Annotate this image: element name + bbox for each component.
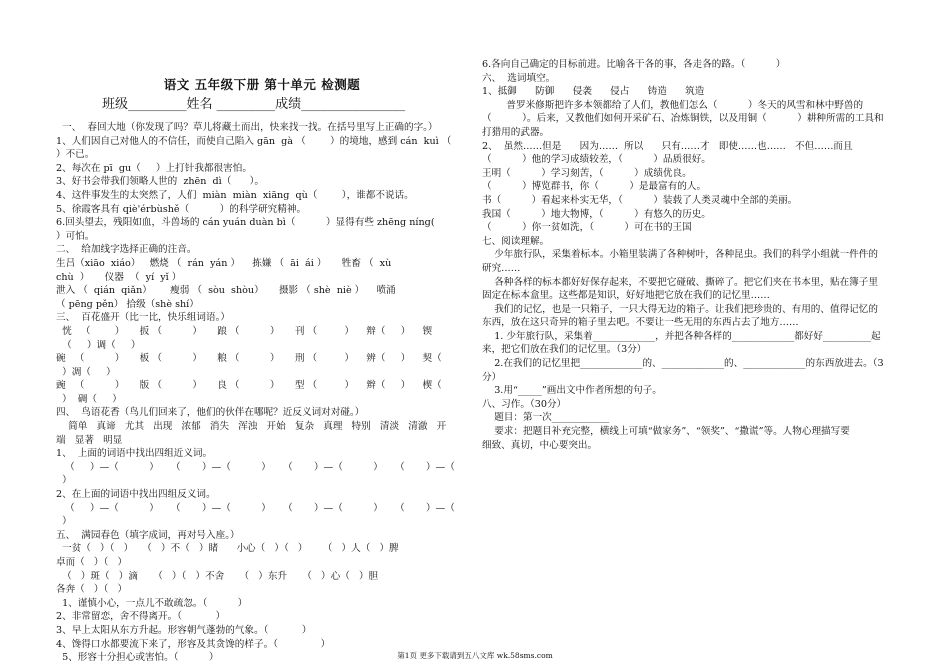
- text-line: （ ）—（ ） （ ）—（ ） （ ）—（ ） （ ）—（: [56, 461, 455, 473]
- text-line: 我国（ ）地大物博，（ ）有悠久的历史。: [482, 208, 711, 220]
- text-line: 各奔（ ）（ ）: [56, 584, 128, 596]
- text-line: 少年旅行队，采集着标本。小箱里装满了各种树叶，各种昆虫。我们的科学小组就一件件的: [482, 249, 878, 261]
- text-line: 八、习作。（30分）: [482, 398, 567, 410]
- text-line: 3、好书会带我们领略人世的 zhēn dì（ ）。: [56, 176, 265, 188]
- text-line: 四、 鸟语花香（鸟儿们回来了，他们的伙伴在哪呢？近反义词对对碰。）: [56, 407, 365, 419]
- right-question-list: [482, 58, 920, 452]
- text-line: 六、 选词填空。: [482, 72, 556, 84]
- text-line: （ pēng pěn） 拾级（shè shí）: [56, 298, 199, 310]
- text-line: 一、 春回大地（你发现了吗？草儿将藏土而出，快来找一找。在括号里写上正确的字。）: [56, 122, 438, 133]
- text-line: 来，把它们放在我们的记忆里。（3分）: [482, 344, 647, 356]
- text-line: 4、馋得口水都要流下来了，形容及其贪馋的样子。（ ）: [56, 638, 331, 650]
- text-line: 5、徐霞客具有 qiè'érbùshě（ ）的科学研究精神。: [56, 203, 307, 215]
- text-line: 二、 给加线字选择正确的注音。: [56, 244, 197, 256]
- text-line: 简单 真谛 尤其 出现 浓郁 消失 浑浊 开始 复杂 真理 特别 清淡 清澈 开: [56, 421, 447, 433]
- text-line: （ ）—（ ） （ ）—（ ） （ ）—（ ） （ ）—（: [56, 502, 455, 514]
- text-line: 要求：把题目补充完整，横线上可填“做家务”、“领奖”、“撒谎”等。人物心理描写要: [482, 426, 850, 438]
- text-line: 豌 （ ） 版 （ ） 良 （ ） 型 （ ） 辫（ ） 楔（: [56, 380, 442, 392]
- text-line: ）不已。: [56, 149, 95, 161]
- text-line: 王明（ ）学习刻苦，（ ）成绩优良。: [482, 167, 692, 179]
- text-line: 1、抵御 防御 侵袭 侵占 铸造 筑造: [482, 86, 705, 98]
- text-line: 5、形容十分担心或害怕。（ ）: [56, 652, 219, 664]
- text-line: 分）: [482, 371, 502, 383]
- text-line: 书（ ）看起来朴实无华，（ ）装载了人类灵魂中全部的美丽。: [482, 194, 798, 206]
- text-line: （ ）斑（ ）滴 （ ）（ ）不舍 （ ）东升 （ ）心（ ）胆: [56, 570, 379, 582]
- left-question-list: [56, 121, 468, 665]
- page-title: 语文 五年级下册 第十单元 检测题: [163, 77, 361, 92]
- text-line: 4、这件事发生的太突然了，人们 miàn miàn xiāng qù（ ），谁都不说话。: [56, 189, 414, 201]
- text-line: 2.在我们的记忆里把_____________的、_____________的、_____________的东西放进去。（3: [482, 358, 884, 370]
- text-line: chù ） 仪器 （ yí yǐ ）: [56, 271, 182, 283]
- text-line: 我们的记忆，也是一只箱子，一只大得无边的箱子。让我们把珍贵的、有用的、值得记忆的: [482, 303, 878, 315]
- text-line: ） 碉（ ）: [56, 393, 122, 405]
- text-line: 打猎用的武器。: [482, 126, 550, 138]
- text-line: 1、人们因自己对他人的不信任，而使自己陷入 gān gà （ ）的境地，感到 cán kuì （: [56, 135, 467, 147]
- text-line: 碗 （ ） 板 （ ） 粮 （ ） 刑 （ ） 辨（ ） 契（: [56, 353, 442, 365]
- text-line: 三、 百花盛开（比一比，快乐组词语。）: [56, 312, 230, 324]
- text-line: 2、每次在 pī gu（ ）上打针我都很害怕。: [56, 162, 252, 174]
- text-line: ）可怕。: [56, 230, 95, 242]
- text-line: 3、早上太阳从东方升起。形容朝气蓬勃的气象。（ ）: [56, 624, 312, 636]
- text-line: 东西，放在这只奇异的箱子里去吧。不要让一些无用的东西占去了地方……: [482, 317, 799, 329]
- text-line: （ ）你一贫如洗，（ ）可在书的王国: [482, 222, 692, 234]
- text-line: 2、非常留恋，舍不得离开。（ ）: [56, 611, 226, 623]
- text-line: 七、阅读理解。: [482, 235, 550, 247]
- text-line: 6.回头望去，残阳如血，斗兽场的 cán yuán duàn bì（ ）显得有些 zhēng níng(: [56, 217, 435, 229]
- text-line: 1、 上面的词语中找出四组近义词。: [56, 448, 213, 460]
- text-line: 端 显著 明显: [56, 434, 123, 446]
- text-line: 固定在标本盒里。这些都是知识，好好地把它放在我们的记忆里……: [482, 290, 770, 302]
- text-line: （ ）博览群书，你（ ）是最富有的人。: [482, 181, 707, 193]
- text-line: 恍 （ ） 扳 （ ） 踉 （ ） 刊 （ ） 辩（ ） 锲: [56, 325, 433, 337]
- text-line: ）: [56, 475, 72, 487]
- text-line: （ ）调（ ）: [56, 339, 141, 351]
- text-line: （ ）。后来，又教他们如何开采矿石、冶炼铜铁，以及用铜（ ）耕种所需的工具和: [482, 113, 884, 125]
- text-line: 细致、真切，中心要突出。: [482, 439, 598, 451]
- text-line: （ ）他的学习成绩较差，（ ）品质很好。: [482, 154, 711, 166]
- text-line: ）凋（ ）: [56, 366, 116, 378]
- text-line: 五、 满园春色（填字成词，再对号入座。）: [56, 529, 240, 541]
- text-line: 题目：第一次____________: [482, 412, 610, 424]
- text-line: 泄入 （ qián qiǎn） 瘦弱 （ sòu shòu） 摄影 （ shè niè ） 喷涌: [56, 285, 396, 297]
- text-line: 2、在上面的词语中找出四组反义词。: [56, 489, 216, 501]
- text-line: 6.各向自己确定的目标前进。比喻各干各的事，各走各的路。（ ）: [482, 59, 786, 70]
- text-line: 卓而（ ）（ ）: [56, 557, 128, 568]
- text-line: 2、 虽然……但是 因为…… 所以 只有……才 即使……也…… 不但……而且: [482, 140, 853, 152]
- text-line: 3.用“_____”画出文中作者所想的句子。: [482, 385, 662, 397]
- page-footer: 第1页 更多下载请到五八文库 wk.58sms.com: [397, 651, 553, 660]
- student-info-row: 班级_________姓名 _________成绩________________: [102, 97, 406, 112]
- text-line: ）: [56, 516, 72, 528]
- text-line: 一贫（ ）（ ） （ ）不（ ）睹 小心（ ）（ ） （ ）人（ ）脾: [56, 543, 399, 555]
- text-line: 各种各样的标本都好好保存起来，不要把它碰破、撕碎了。把它们夹在书本里，贴在簿子里: [482, 276, 878, 288]
- text-line: 1、谨慎小心，一点儿不敢疏忽。（ ）: [56, 597, 248, 609]
- text-line: 普罗米修斯把许多本领都给了人们，教他们怎么（ ）冬天的风雪和林中野兽的: [482, 99, 864, 111]
- text-line: 生吕（xiāo xiáo） 燃烧 （ rán yán ） 拣嫌 （ āi ái ） 牲畜 （ xù: [56, 257, 392, 269]
- text-line: 1. 少年旅行队，采集着_____________，并把各种各样的_____________都好好__________起: [482, 330, 881, 342]
- text-line: 研究……: [482, 262, 521, 274]
